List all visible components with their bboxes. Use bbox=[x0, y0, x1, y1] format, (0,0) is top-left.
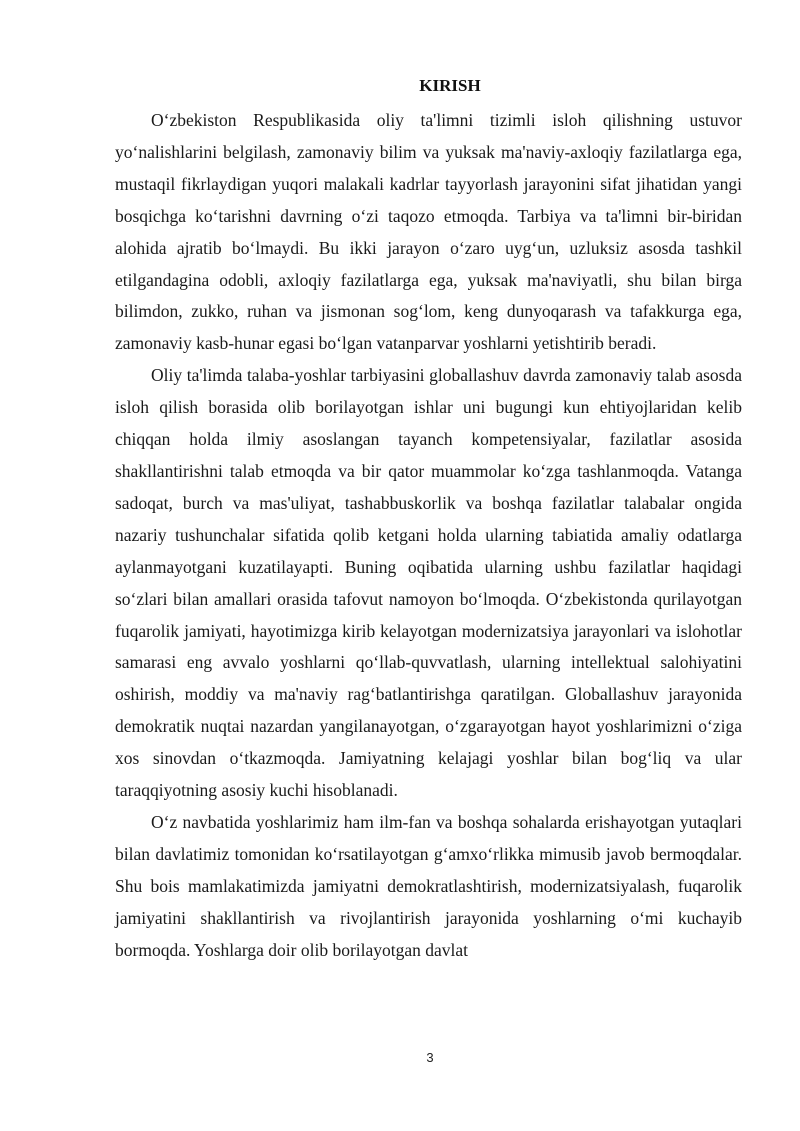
section-heading: KIRISH bbox=[419, 76, 481, 95]
paragraph: Oliy ta'limda talaba-yoshlar tarbiyasini globallashuv davrda zamonaviy talab asosda isloh qilish borasida olib borilayotgan ishlar uni bugungi kun ehtiyojlaridan kelib chiqqan holda ilmiy asoslangan tayanch kompetensiyalar, fazilatlar asosida shakllantirishni talab etmoqda va bir qator muammolar ko‘zga tashlanmoqda. Vatanga sadoqat, burch va mas'uliyat, tashabbuskorlik va boshqa fazilatlar talabalar ongida nazariy tushunchalar sifatida qolib ketgani holda ularning tabiatida amaliy odatlarga aylanmayotgani kuzatilayapti. Buning oqibatida ularning ushbu fazilatlar haqidagi so‘zlari bilan amallari orasida tafovut namoyon bo‘lmoqda. O‘zbekistonda qurilayotgan fuqarolik jamiyati, hayotimizga kirib kelayotgan modernizatsiya jarayonlari va islohotlar samarasi eng avvalo yoshlarni qo‘llab-quvvatlash, ularning intellektual salohiyatini oshirish, moddiy va ma'naviy rag‘batlantirishga qaratilgan. Globallashuv jarayonida demokratik nuqtai nazardan yangilanayotgan, o‘zgarayotgan hayot yoshlarimizni o‘ziga xos sinovdan o‘tkazmoqda. Jamiyatning kelajagi yoshlar bilan bog‘liq va ular taraqqiyotning asosiy kuchi hisoblanadi. bbox=[115, 365, 742, 801]
paragraph: O‘zbekiston Respublikasida oliy ta'limni tizimli isloh qilishning ustuvor yo‘nalishlarini belgilash, zamonaviy bilim va yuksak ma'naviy-axloqiy fazilatlarga ega, mustaqil fikrlaydigan yuqori malakali kadrlar tayyorlash jarayonini sifat jihatidan yangi bosqichga ko‘tarishni davrning o‘zi taqozo etmoqda. Tarbiya va ta'limni bir-biridan alohida ajratib bo‘lmaydi. Bu ikki jarayon o‘zaro uyg‘un, uzluksiz asosda tashkil etilgandagina odobli, axloqiy fazilatlarga ega, yuksak ma'naviyatli, shu bilan birga bilimdon, zukko, ruhan va jismonan sog‘lom, keng dunyoqarash va tafakkurga ega, zamonaviy kasb-hunar egasi bo‘lgan vatanparvar yoshlarni yetishtirib beradi. bbox=[115, 110, 742, 354]
paragraph: O‘z navbatida yoshlarimiz ham ilm-fan va boshqa sohalarda erishayotgan yutaqlari bilan davlatimiz tomonidan ko‘rsatilayotgan g‘amxo‘rlikka mimusib javob bermoqdalar. Shu bois mamlakatimizda jamiyatni demokratlashtirish, modernizatsiyalash, fuqarolik jamiyatini shakllantirish va rivojlantirish jarayonida yoshlarning o‘mi kuchayib bormoqda. Yoshlarga doir olib borilayotgan davlat bbox=[115, 811, 742, 960]
page-number: 3 bbox=[426, 1050, 434, 1065]
body-text bbox=[115, 105, 742, 966]
